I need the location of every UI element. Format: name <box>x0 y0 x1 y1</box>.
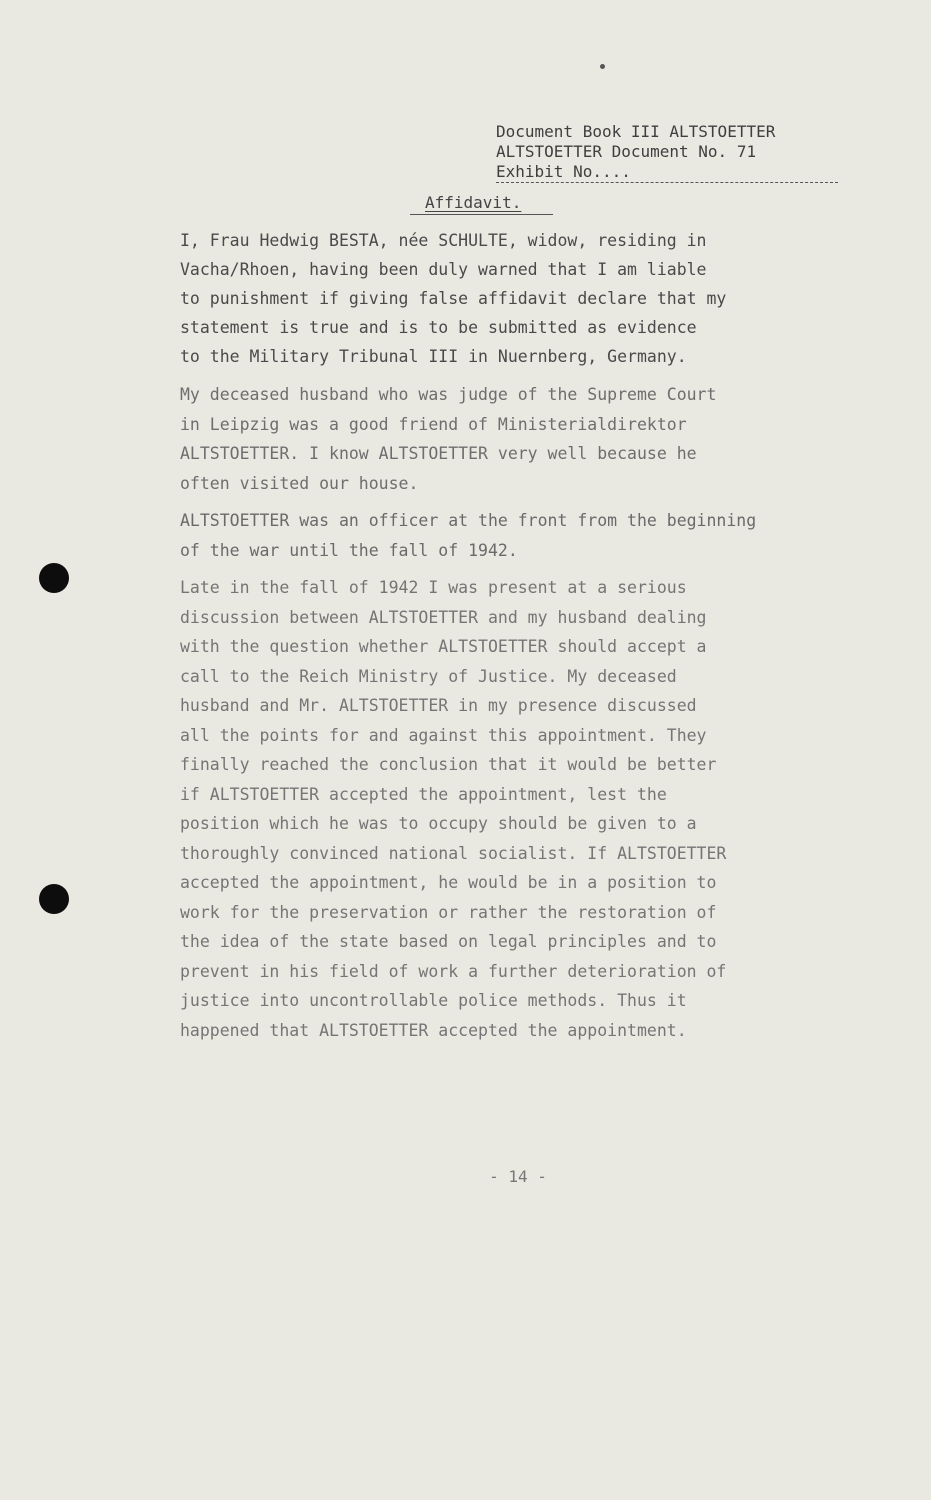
text-line: finally reached the conclusion that it would be better <box>180 755 717 774</box>
text-line: thoroughly convinced national socialist. If ALTSTOETTER <box>180 843 727 863</box>
document-header <box>496 122 838 183</box>
text-line: in Leipzig was a good friend of Ministerialdirektor <box>180 414 687 434</box>
text-line: I, Frau Hedwig BESTA, née SCHULTE, widow, residing in <box>180 231 707 250</box>
title-underline <box>410 214 553 215</box>
text-line: statement is true and is to be submitted as evidence <box>180 318 697 337</box>
text-line: with the question whether ALTSTOETTER should accept a <box>180 637 707 656</box>
text-line: Late in the fall of 1942 I was present at a serious <box>180 578 687 597</box>
text-line: the idea of the state based on legal principles and to <box>180 932 717 951</box>
text-line: call to the Reich Ministry of Justice. My deceased <box>180 666 677 686</box>
text-line: ALTSTOETTER was an officer at the front from the beginning <box>180 511 757 530</box>
text-line: if ALTSTOETTER accepted the appointment, lest the <box>180 784 667 804</box>
text-line: prevent in his field of work a further deterioration of <box>180 961 727 981</box>
paragraph-husband <box>180 380 716 498</box>
ink-dot <box>600 64 605 69</box>
text-line: to punishment if giving false affidavit declare that my <box>180 289 727 308</box>
text-line: My deceased husband who was judge of the Supreme Court <box>180 385 717 404</box>
text-line: ALTSTOETTER. I know ALTSTOETTER very well because he <box>180 444 697 463</box>
punch-hole-upper <box>39 563 69 593</box>
text-line: work for the preservation or rather the restoration of <box>180 902 717 922</box>
text-line: to the Military Tribunal III in Nuernberg, Germany. <box>180 347 687 366</box>
text-line: husband and Mr. ALTSTOETTER in my presence discussed <box>180 696 697 715</box>
text-line: happened that ALTSTOETTER accepted the appointment. <box>180 1020 687 1040</box>
paragraph-appointment <box>180 573 726 1045</box>
text-line: discussion between ALTSTOETTER and my husband dealing <box>180 607 707 627</box>
text-line: often visited our house. <box>180 473 419 493</box>
paragraph-officer <box>180 506 756 565</box>
punch-hole-lower <box>39 884 69 914</box>
text-line: position which he was to occupy should be given to a <box>180 814 697 833</box>
header-line-exhibit: Exhibit No.... <box>496 162 838 183</box>
text-line: Vacha/Rhoen, having been duly warned that I am liable <box>180 260 707 279</box>
text-line: of the war until the fall of 1942. <box>180 540 518 560</box>
header-line-book: Document Book III ALTSTOETTER <box>496 122 776 141</box>
text-line: all the points for and against this appointment. They <box>180 725 707 745</box>
paragraph-declaration <box>180 226 726 371</box>
text-line: justice into uncontrollable police methods. Thus it <box>180 991 687 1010</box>
page-number: - 14 - <box>489 1167 547 1186</box>
document-title: Affidavit. <box>425 193 522 212</box>
text-line: accepted the appointment, he would be in a position to <box>180 873 717 892</box>
header-line-document-number: ALTSTOETTER Document No. 71 <box>496 142 757 161</box>
